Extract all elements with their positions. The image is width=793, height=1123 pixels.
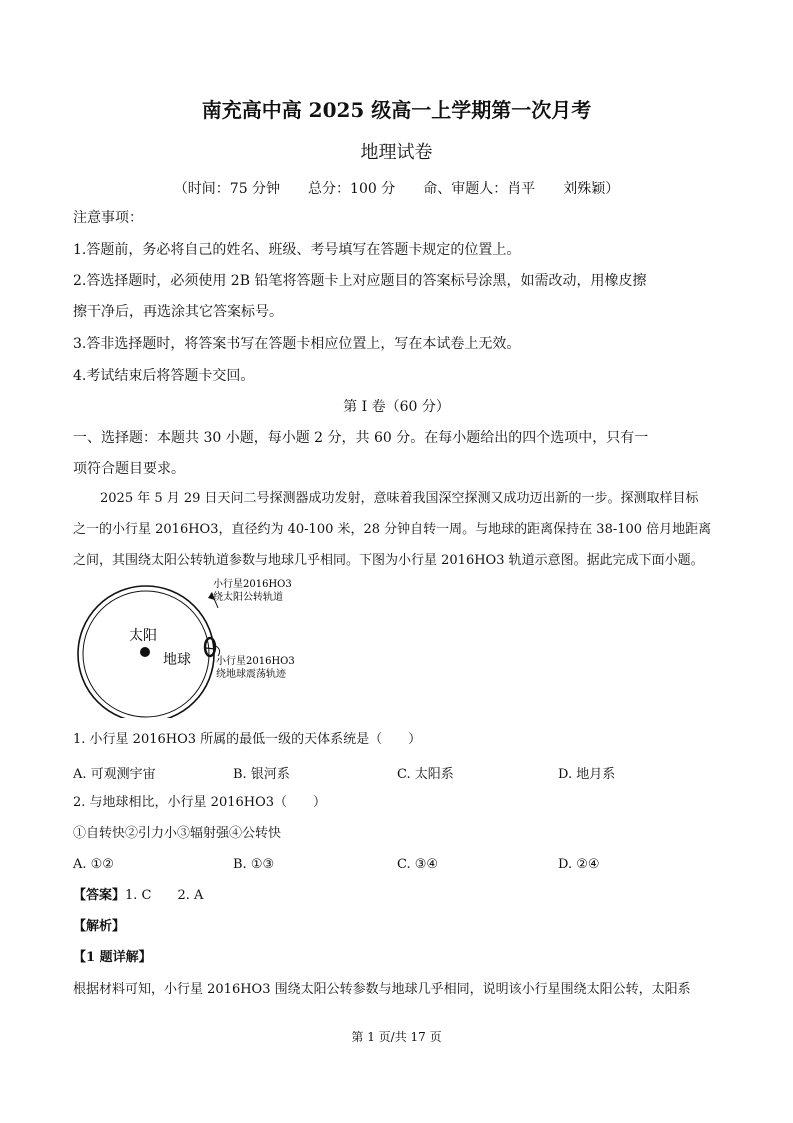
sun-dot <box>140 647 150 657</box>
note-item: 4.考试结束后将答题卡交回。 <box>73 368 255 384</box>
question-stem: 2. 与地球相比，小行星 2016HO3（ ） <box>73 795 327 810</box>
section-title: 第 I 卷（60 分） <box>343 399 450 415</box>
passage-line: 2025 年 5 月 29 日天问二号探测器成功发射，意味着我国深空探测又成功迈出新的一步。探测取样目标 <box>100 491 699 506</box>
earth-label: 地球 <box>163 652 191 668</box>
wobble-pointer <box>216 646 220 656</box>
option-c: C. 太阳系 <box>397 767 454 782</box>
question-stem: 1. 小行星 2016HO3 所属的最低一级的天体系统是（ ） <box>73 732 422 747</box>
question-statements: ①自转快②引力小③辐射强④公转快 <box>73 826 282 841</box>
notes-heading: 注意事项： <box>73 210 143 226</box>
sun-label: 太阳 <box>129 628 157 644</box>
option-d: D. ②④ <box>558 857 600 872</box>
passage-line: 之间，其围绕太阳公转轨道参数与地球几乎相同。下图为小行星 2016HO3 轨道示意图。据此完成下面小题。 <box>73 553 704 568</box>
option-b: B. ①③ <box>233 857 275 872</box>
section-intro-cont: 项符合题目要求。 <box>73 461 185 477</box>
answer-text: 1. C 2. A <box>125 888 204 903</box>
option-b: B. 银河系 <box>233 767 290 782</box>
page-footer: 第 1 页/共 17 页 <box>351 1030 442 1044</box>
option-c: C. ③④ <box>397 857 439 872</box>
option-d: D. 地月系 <box>558 767 616 782</box>
answer-line <box>73 887 203 905</box>
note-item: 3.答非选择题时，将答案书写在答题卡相应位置上，写在本试卷上无效。 <box>73 336 521 352</box>
analysis-label: 【解析】 <box>73 919 126 934</box>
detail-text: 根据材料可知，小行星 2016HO3 围绕太阳公转参数与地球几乎相同，说明该小行星围绕太阳公转，太阳系 <box>73 982 691 997</box>
detail-label: 【1 题详解】 <box>73 950 152 965</box>
note-item: 1.答题前，务必将自己的姓名、班级、考号填写在答题卡规定的位置上。 <box>73 242 521 258</box>
wobble-label: 绕地球震荡轨迹 <box>216 669 286 680</box>
orbit-label: 小行星2016HO3 <box>213 579 292 590</box>
exam-title: 南充高中高 2025 级高一上学期第一次月考 <box>201 98 592 122</box>
option-a: A. ①② <box>73 857 114 872</box>
orbit-diagram <box>66 578 316 718</box>
option-a: A. 可观测宇宙 <box>73 767 156 782</box>
orbit-label: 绕太阳公转轨道 <box>213 592 283 603</box>
passage-line: 之一的小行星 2016HO3，直径约为 40-100 米，28 分钟自转一周。与地球的距离保持在 38-100 倍月地距离 <box>73 522 712 537</box>
section-intro: 一、选择题：本题共 30 小题，每小题 2 分，共 60 分。在每小题给出的四个选项中，只有一 <box>73 430 649 446</box>
wobble-label: 小行星2016HO3 <box>216 656 295 667</box>
note-item: 擦干净后，再选涂其它答案标号。 <box>73 304 283 320</box>
note-item: 2.答选择题时，必须使用 2B 铅笔将答题卡上对应题目的答案标号涂黑，如需改动，用橡皮擦 <box>73 273 647 289</box>
exam-meta: （时间：75 分钟 总分：100 分 命、审题人：肖平 刘殊颖） <box>173 181 620 197</box>
answer-label: 【答案】 <box>73 888 126 903</box>
exam-subject: 地理试卷 <box>360 142 433 163</box>
